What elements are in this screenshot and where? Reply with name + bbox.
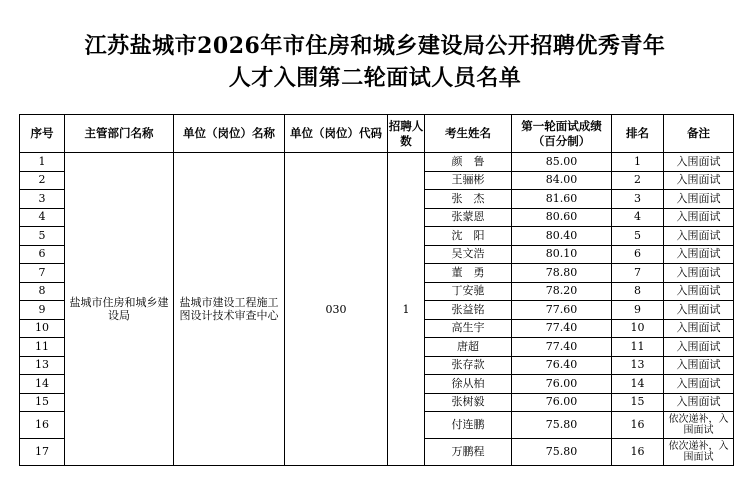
cell-score: 80.60 — [512, 208, 612, 227]
cell-rank: 14 — [612, 375, 664, 394]
cell-score: 76.00 — [512, 393, 612, 412]
cell-note: 入围面试 — [664, 319, 734, 338]
table-header-row — [20, 115, 734, 153]
cell-note: 入围面试 — [664, 190, 734, 209]
cell-rank: 11 — [612, 338, 664, 357]
cell-score: 77.40 — [512, 338, 612, 357]
cell-name: 付连鹏 — [425, 412, 512, 439]
cell-seq: 14 — [20, 375, 65, 394]
cell-rank: 5 — [612, 227, 664, 246]
cell-name: 董 勇 — [425, 264, 512, 283]
cell-rank: 3 — [612, 190, 664, 209]
cell-seq: 15 — [20, 393, 65, 412]
cell-note: 入围面试 — [664, 375, 734, 394]
cell-name: 吴文浩 — [425, 245, 512, 264]
cell-note: 入围面试 — [664, 356, 734, 375]
cell-note: 入围面试 — [664, 153, 734, 172]
cell-seq: 1 — [20, 153, 65, 172]
cell-rank: 16 — [612, 412, 664, 439]
cell-seq: 9 — [20, 301, 65, 320]
cell-score: 80.10 — [512, 245, 612, 264]
cell-note: 入围面试 — [664, 245, 734, 264]
cell-note: 入围面试 — [664, 208, 734, 227]
header-seq: 序号 — [20, 115, 65, 153]
cell-seq: 5 — [20, 227, 65, 246]
header-dept: 主管部门名称 — [65, 115, 174, 153]
cell-rank: 1 — [612, 153, 664, 172]
cell-name: 高生宇 — [425, 319, 512, 338]
table-body — [20, 153, 734, 466]
cell-rank: 10 — [612, 319, 664, 338]
cell-note: 入围面试 — [664, 264, 734, 283]
cell-name: 张益铭 — [425, 301, 512, 320]
cell-unit: 盐城市建设工程施工图设计技术审查中心 — [174, 153, 285, 466]
cell-name: 王骊彬 — [425, 171, 512, 190]
header-score: 第一轮面试成绩（百分制） — [512, 115, 612, 153]
title-line-1: 江苏盐城市2026年市住房和城乡建设局公开招聘优秀青年 — [84, 33, 666, 59]
cell-score: 78.20 — [512, 282, 612, 301]
header-note: 备注 — [664, 115, 734, 153]
cell-seq: 7 — [20, 264, 65, 283]
cell-name: 丁安驰 — [425, 282, 512, 301]
candidate-table — [19, 114, 734, 466]
cell-name: 颜 鲁 — [425, 153, 512, 172]
cell-seq: 13 — [20, 356, 65, 375]
cell-name: 张 杰 — [425, 190, 512, 209]
cell-seq: 6 — [20, 245, 65, 264]
cell-rank: 16 — [612, 439, 664, 466]
header-recruit: 招聘人数 — [388, 115, 425, 153]
cell-seq: 3 — [20, 190, 65, 209]
cell-dept: 盐城市住房和城乡建设局 — [65, 153, 174, 466]
cell-score: 84.00 — [512, 171, 612, 190]
cell-rank: 8 — [612, 282, 664, 301]
cell-recruit: 1 — [388, 153, 425, 466]
cell-score: 81.60 — [512, 190, 612, 209]
header-code: 单位（岗位）代码 — [285, 115, 388, 153]
cell-score: 85.00 — [512, 153, 612, 172]
cell-note: 入围面试 — [664, 393, 734, 412]
cell-name: 沈 阳 — [425, 227, 512, 246]
document-title — [0, 30, 750, 94]
cell-score: 75.80 — [512, 412, 612, 439]
cell-note: 依次递补，入围面试 — [664, 412, 734, 439]
header-unit: 单位（岗位）名称 — [174, 115, 285, 153]
cell-note: 入围面试 — [664, 171, 734, 190]
cell-name: 万鹏程 — [425, 439, 512, 466]
cell-seq: 2 — [20, 171, 65, 190]
cell-note: 入围面试 — [664, 301, 734, 320]
cell-rank: 13 — [612, 356, 664, 375]
cell-note: 依次递补，入围面试 — [664, 439, 734, 466]
cell-name: 张存款 — [425, 356, 512, 375]
cell-score: 77.40 — [512, 319, 612, 338]
cell-rank: 4 — [612, 208, 664, 227]
table-row — [20, 153, 734, 172]
cell-score: 77.60 — [512, 301, 612, 320]
cell-score: 80.40 — [512, 227, 612, 246]
header-rank: 排名 — [612, 115, 664, 153]
cell-seq: 4 — [20, 208, 65, 227]
cell-note: 入围面试 — [664, 338, 734, 357]
cell-note: 入围面试 — [664, 282, 734, 301]
title-line-2: 人才入围第二轮面试人员名单 — [228, 65, 522, 91]
cell-name: 张树毅 — [425, 393, 512, 412]
cell-seq: 16 — [20, 412, 65, 439]
header-name: 考生姓名 — [425, 115, 512, 153]
cell-note: 入围面试 — [664, 227, 734, 246]
cell-seq: 11 — [20, 338, 65, 357]
cell-rank: 9 — [612, 301, 664, 320]
cell-seq: 17 — [20, 439, 65, 466]
cell-name: 唐超 — [425, 338, 512, 357]
cell-score: 76.40 — [512, 356, 612, 375]
cell-score: 78.80 — [512, 264, 612, 283]
cell-seq: 8 — [20, 282, 65, 301]
cell-seq: 10 — [20, 319, 65, 338]
cell-rank: 7 — [612, 264, 664, 283]
cell-rank: 6 — [612, 245, 664, 264]
cell-code: 030 — [285, 153, 388, 466]
cell-rank: 15 — [612, 393, 664, 412]
cell-rank: 2 — [612, 171, 664, 190]
cell-name: 张蒙恩 — [425, 208, 512, 227]
cell-score: 76.00 — [512, 375, 612, 394]
cell-name: 徐从柏 — [425, 375, 512, 394]
cell-score: 75.80 — [512, 439, 612, 466]
